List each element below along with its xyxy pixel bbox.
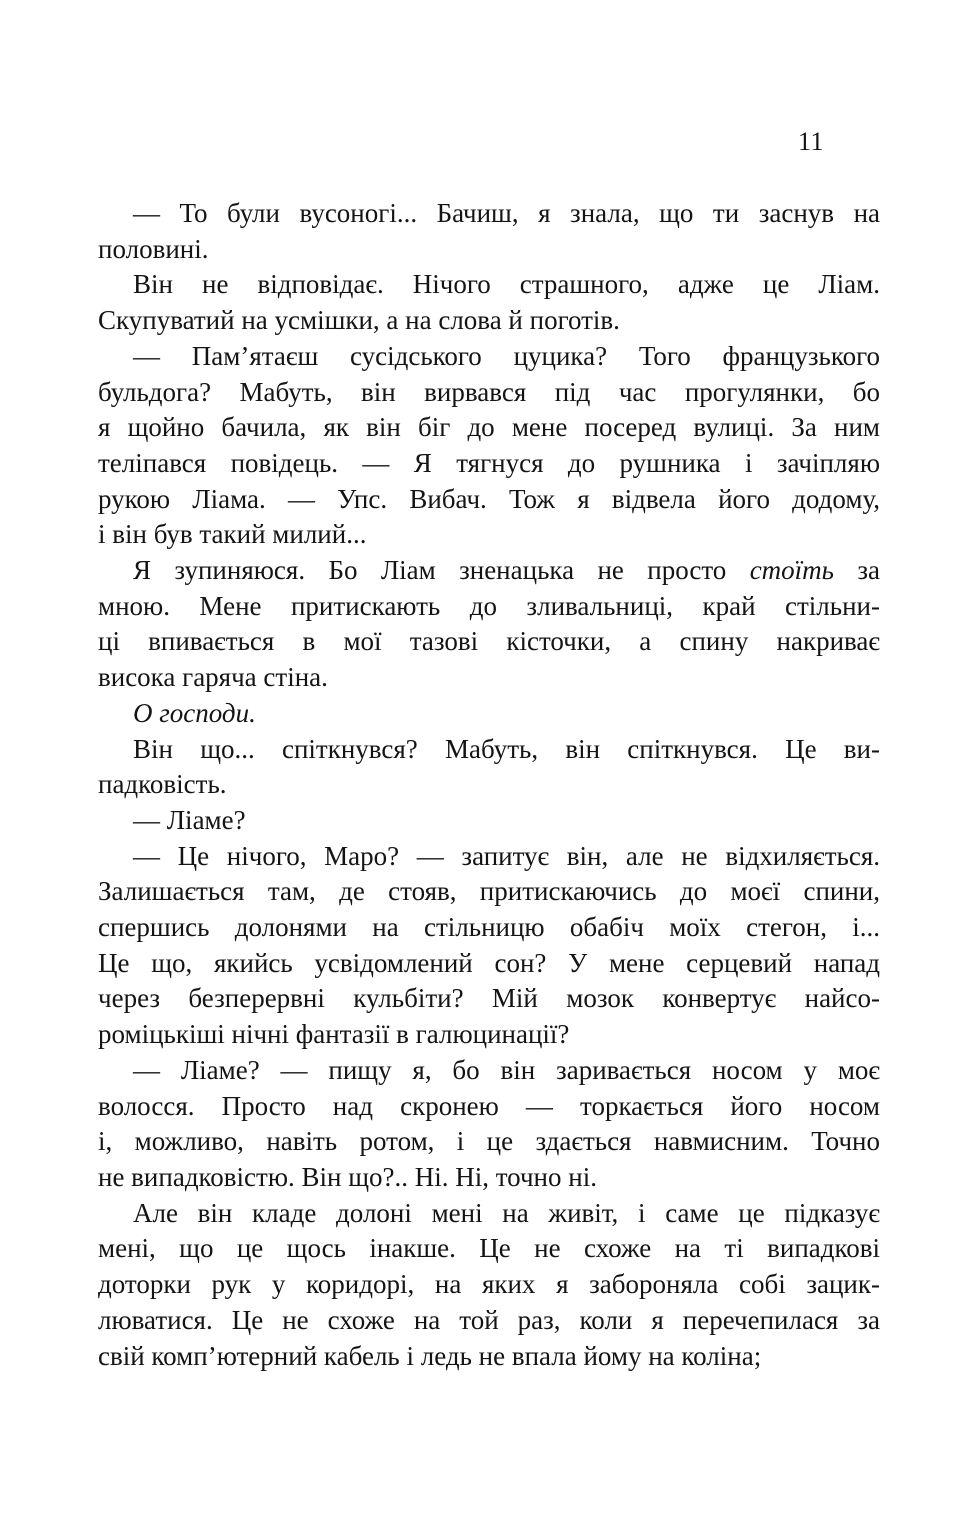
body-text: — То були вусоногі... Бачиш, я знала, що ти заснув на (133, 198, 880, 228)
text-line (98, 303, 880, 339)
body-text: бульдога? Мабуть, він вирвався під час прогулянки, бо (98, 376, 880, 407)
text-line (98, 446, 880, 482)
text-line (98, 1017, 880, 1053)
page-number: 11 (797, 127, 824, 156)
body-text: висока гаряча стіна. (98, 662, 328, 693)
body-text: волосся. Просто над скронею — торкається його носом (98, 1090, 880, 1121)
text-line (98, 624, 880, 660)
text-line (98, 232, 880, 268)
text-line (98, 803, 880, 839)
emphasized-text: стоїть (749, 555, 834, 586)
text-line (98, 196, 880, 232)
body-text: падковість. (98, 769, 227, 800)
body-text: Залишається там, де стояв, притискаючись до моєї спини, (98, 876, 880, 907)
body-text: роміцькіші нічні фантазії в галюцинації? (98, 1019, 570, 1050)
text-line (98, 1160, 880, 1196)
body-text: Він не відповідає. Нічого страшного, адже це Ліам. (133, 269, 880, 300)
body-text: мною. Мене притискають до зливальниці, край стільни- (98, 590, 880, 621)
text-line (98, 1124, 880, 1160)
text-line (98, 874, 880, 910)
text-line (98, 517, 880, 553)
body-text: спершись долонями на стільницю обабіч моїх стегон, і... (98, 912, 880, 943)
text-line (98, 339, 880, 375)
body-text: і, можливо, навіть ротом, і це здається навмисним. Точно (98, 1126, 880, 1157)
body-text: Він що... спіткнувся? Мабуть, він спіткнувся. Це ви- (133, 733, 880, 764)
text-line (98, 1089, 880, 1125)
body-text: люватися. Це не схоже на той раз, коли я перечепилася за (98, 1304, 880, 1335)
text-line (98, 839, 880, 875)
text-line (98, 696, 880, 732)
body-text: Але він кладе долоні мені на живіт, і саме це підказує (133, 1197, 880, 1228)
body-text: через безперервні кульбіти? Мій мозок конвертує найсо- (98, 983, 880, 1014)
text-line (98, 1231, 880, 1267)
text-line (98, 660, 880, 696)
body-text: — Ліаме? (133, 804, 246, 835)
body-text: Я зупиняюся. Бо Ліам зненацька не просто (133, 555, 750, 586)
text-line (98, 767, 880, 803)
text-line (98, 910, 880, 946)
text-line (98, 375, 880, 411)
text-line (98, 410, 880, 446)
text-line (98, 589, 880, 625)
text-line (98, 267, 880, 303)
text-line (98, 732, 880, 768)
emphasized-text: О господи. (133, 697, 256, 728)
text-line (98, 553, 880, 589)
page-text (98, 196, 880, 1374)
body-text: — Пам’ятаєш сусідського цуцика? Того французького (133, 340, 880, 371)
body-text: мені, що це щось інакше. Це не схоже на ті випадкові (98, 1233, 880, 1264)
text-line (98, 482, 880, 518)
text-line (98, 981, 880, 1017)
text-line (98, 1053, 880, 1089)
text-line (98, 1267, 880, 1303)
body-text: теліпався повідець. — Я тягнуся до рушника і зачіпляю (98, 447, 880, 478)
body-text: — Ліаме? — пищу я, бо він заривається носом у моє (133, 1054, 880, 1085)
body-text: ці впивається в мої тазові кісточки, а спину накриває (98, 626, 880, 657)
body-text: не випадковістю. Він що?.. Ні. Ні, точно ні. (98, 1161, 597, 1192)
body-text: Це що, якийсь усвідомлений сон? У мене серцевий напад (98, 947, 880, 978)
body-text: Скупуватий на усмішки, а на слова й поготів. (98, 305, 620, 336)
body-text: я щойно бачила, як він біг до мене посеред вулиці. За ним (98, 412, 880, 443)
text-line (98, 946, 880, 982)
body-text: рукою Ліама. — Упс. Вибач. Тож я відвела його додому, (98, 483, 880, 514)
body-text: — Це нічого, Маро? — запитує він, але не відхиляється. (133, 840, 880, 871)
body-text: за (833, 555, 880, 586)
text-line (98, 1339, 880, 1375)
text-line (98, 1196, 880, 1232)
body-text: і він був такий милий... (98, 519, 367, 550)
body-text: половині. (98, 233, 209, 264)
body-text: свій комп’ютерний кабель і ледь не впала йому на коліна; (98, 1340, 762, 1371)
body-text: доторки рук у коридорі, на яких я забороняла собі зацик- (98, 1269, 880, 1300)
text-line (98, 1303, 880, 1339)
